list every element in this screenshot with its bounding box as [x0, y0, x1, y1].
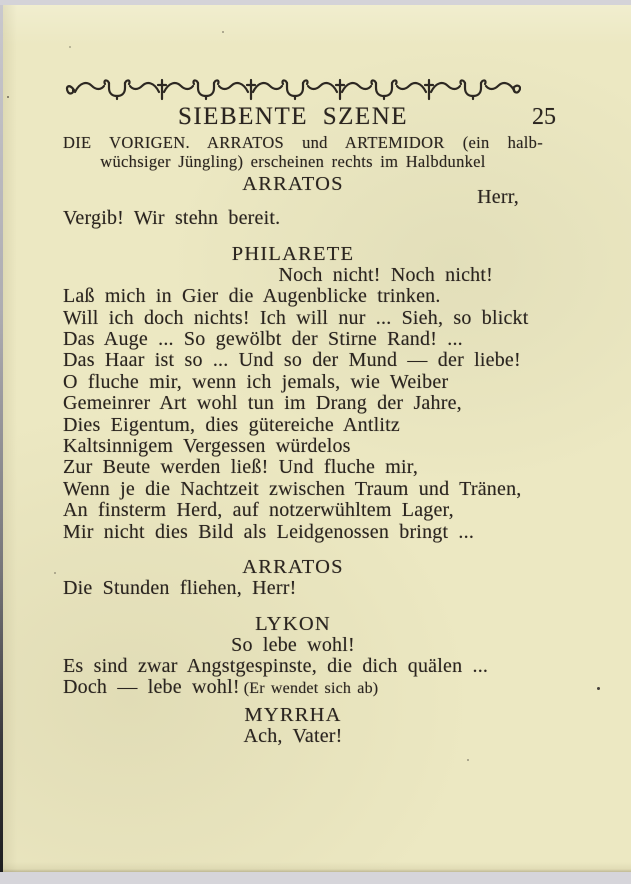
stage-direction-line-2: wüchsiger Jüngling) erscheinen rechts im Halbdunkel	[100, 152, 486, 171]
speaker-name-philarete: PHILARETE	[231, 242, 355, 265]
verse-line: Vergib! Wir stehn bereit.	[63, 207, 281, 230]
stage-direction-line-1: DIE VORIGEN. ARRATOS und ARTEMIDOR (ein halb-	[63, 133, 543, 152]
verse-line: Das Haar ist so ... Und so der Mund — der liebe!	[63, 349, 521, 372]
verse-line: An finsterm Herd, auf notzerwühltem Lager,	[63, 499, 454, 522]
verse-line: Die Stunden fliehen, Herr!	[63, 577, 297, 600]
ink-speck	[597, 687, 600, 690]
verse-line: O fluche mir, wenn ich jemals, wie Weiber	[63, 370, 449, 393]
ink-speck	[467, 759, 469, 761]
speaker-name-myrrha: MYRRHA	[244, 703, 342, 726]
speaker-name-arratos: ARRATOS	[242, 556, 344, 579]
verse-line	[63, 677, 523, 699]
verse-line: Kaltsinnigem Vergessen würdelos	[63, 435, 351, 458]
verse-line: Noch nicht! Noch nicht!	[278, 263, 493, 286]
verse-line: Mir nicht dies Bild als Leidgenossen bringt ...	[63, 520, 475, 543]
ink-speck	[54, 572, 56, 574]
verse-line: Zur Beute werden ließ! Und fluche mir,	[63, 456, 419, 479]
text-column	[63, 0, 556, 747]
scene-title: SIEBENTE SZENE	[177, 103, 409, 130]
scanner-edge-left	[0, 5, 3, 872]
heading-row	[63, 103, 556, 130]
verse-line: Laß mich in Gier die Augenblicke trinken.	[63, 285, 441, 308]
verse-line: Will ich doch nichts! Ich will nur ... Sieh, so blickt	[63, 306, 529, 329]
speaker-name-lykon: LYKON	[255, 612, 331, 635]
verse-line: So lebe wohl!	[231, 633, 355, 656]
verse-line: Wenn je die Nachtzeit zwischen Traum und Tränen,	[63, 477, 522, 500]
ink-speck	[69, 46, 71, 48]
ink-speck	[7, 96, 9, 98]
verse-line: Ach, Vater!	[243, 724, 343, 747]
scroll-chain-ornament-icon	[65, 78, 521, 102]
scanner-edge-bottom	[0, 872, 631, 884]
verse-line: Das Auge ... So gewölbt der Stirne Rand! ...	[63, 328, 463, 351]
verse-line-text: Doch — lebe wohl!	[63, 676, 240, 699]
verse-line: Es sind zwar Angstgespinste, die dich quälen ...	[63, 654, 489, 677]
verse-line: Herr,	[477, 186, 519, 208]
inline-stage-note: (Er wendet sich ab)	[243, 680, 379, 698]
verse-line: Dies Eigentum, dies gütereiche Antlitz	[63, 413, 400, 436]
verse-line: Gemeinrer Art wohl tun im Drang der Jahre,	[63, 392, 462, 415]
page-number: 25	[532, 104, 556, 130]
ink-speck	[222, 31, 224, 33]
speaker-name-arratos: ARRATOS	[242, 173, 344, 195]
